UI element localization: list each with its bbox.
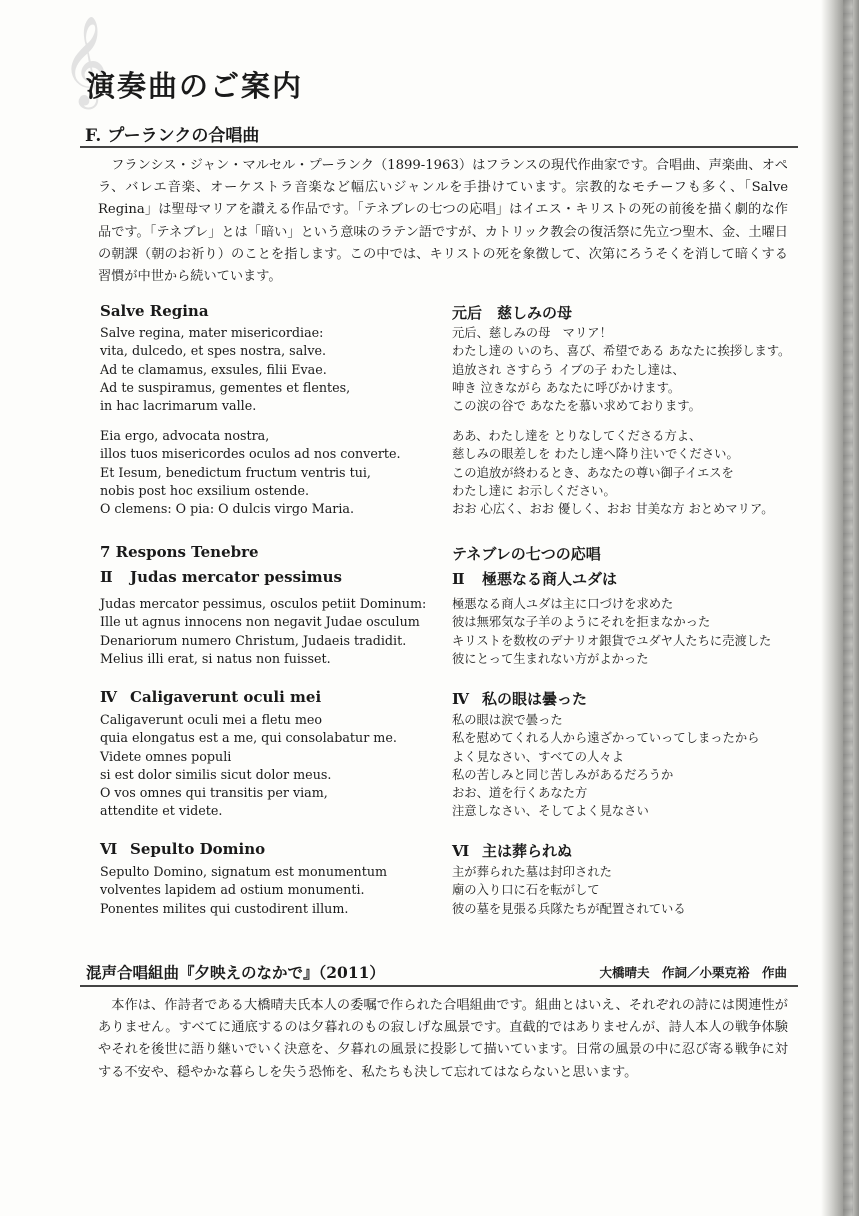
movement-6-latin-text — [100, 863, 440, 918]
text-line: Eia ergo, advocata nostra, — [100, 428, 270, 443]
text-line: attendite et videte. — [100, 803, 223, 819]
text-line: Caligaverunt oculi mei a fletu meo — [100, 712, 323, 727]
suite-title: 混声合唱組曲『夕映えのなかで』（2011） — [86, 963, 385, 982]
tenebrae-title-japanese: テネブレの七つの応唱 — [452, 545, 601, 563]
paper-edge-shadow — [821, 0, 859, 1216]
salve-latin-stanza-2 — [100, 427, 440, 518]
text-line: Et Iesum, benedictum fructum ventris tui, — [100, 464, 371, 480]
movement-title: 私の眼は曇った — [482, 690, 588, 708]
text-line: わたし達の いのち、喜び、希望である あなたに挨拶します。 — [452, 344, 791, 359]
movement-number: Ⅱ — [452, 570, 465, 588]
text-line: 元后、慈しみの母 マリア！ — [452, 326, 612, 340]
suite-credit: 大橋晴夫 作詞／小栗克裕 作曲 — [599, 965, 787, 980]
movement-title: 極悪なる商人ユダは — [482, 570, 618, 588]
text-line: Videte omnes populi — [100, 748, 232, 764]
movement-number: Ⅵ — [100, 840, 118, 858]
movement-number: Ⅵ — [452, 842, 470, 860]
text-line: よく見なさい、すべての人々よ — [452, 749, 624, 764]
text-line: Ille ut agnus innocens non negavit Judae osculum — [100, 614, 420, 630]
paper-edge-texture — [843, 0, 853, 1216]
salve-japanese-stanza-1 — [452, 324, 797, 415]
movement-2-title-japanese — [452, 568, 617, 589]
text-line: 廟の入り口に石を転がして — [452, 883, 600, 898]
salve-title-japanese: 元后 慈しみの母 — [452, 304, 573, 322]
text-line: O clemens: O pia: O dulcis virgo Maria. — [100, 501, 354, 517]
movement-4-japanese-text — [452, 711, 797, 821]
movement-2-title-latin — [100, 568, 342, 586]
movement-4-title-latin — [100, 688, 321, 706]
text-line: 慈しみの眼差しを わたし達へ降り注いでください。 — [452, 447, 739, 462]
movement-6-title-latin — [100, 840, 265, 858]
text-line: Sepulto Domino, signatum est monumentum — [100, 864, 388, 879]
text-line: Judas mercator pessimus, osculos petiit Dominum: — [100, 596, 427, 611]
text-line: Ponentes milites qui custodirent illum. — [100, 900, 349, 916]
movement-number: Ⅳ — [100, 688, 118, 706]
section-rule — [80, 146, 798, 148]
movement-2-latin-text — [100, 595, 440, 668]
movement-6-title-japanese — [452, 840, 572, 861]
text-line: おお、道を行くあなた方 — [452, 786, 588, 801]
text-line: わたし達に お示しください。 — [452, 483, 616, 498]
text-line: quia elongatus est a me, qui consolabatur me. — [100, 730, 397, 746]
text-line: 極悪なる商人ユダは主に口づけを求めた — [452, 597, 674, 611]
text-line: Ad te clamamus, exsules, filii Evae. — [100, 361, 327, 377]
text-line: キリストを数枚のデナリオ銀貨でユダヤ人たちに売渡した — [452, 633, 772, 648]
text-line: 私を慰めてくれる人から遠ざかっていってしまったから — [452, 731, 760, 746]
text-line: 私の苦しみと同じ苦しみがあるだろうか — [452, 767, 674, 782]
movement-2-japanese-text — [452, 595, 797, 668]
text-line: Denariorum numero Christum, Judaeis tradidit. — [100, 632, 407, 648]
salve-japanese-stanza-2 — [452, 427, 797, 518]
text-line: 彼にとって生まれない方がよかった — [452, 651, 649, 666]
text-line: この涙の谷で あなたを慕い求めております。 — [452, 399, 701, 414]
text-line: この追放が終わるとき、あなたの尊い御子イエスを — [452, 465, 734, 480]
movement-6-japanese-text — [452, 863, 797, 918]
text-line: 彼の墓を見張る兵隊たちが配置されている — [452, 901, 686, 916]
tenebrae-title-latin: 7 Respons Tenebre — [100, 543, 259, 561]
text-line: O vos omnes qui transitis per viam, — [100, 785, 328, 801]
text-line: 私の眼は涙で曇った — [452, 713, 563, 727]
movement-title: Sepulto Domino — [130, 840, 266, 858]
text-line: 主が葬られた墓は封印された — [452, 865, 612, 879]
text-line: 彼は無邪気な子羊のようにそれを拒まなかった — [452, 615, 711, 630]
movement-number: Ⅱ — [100, 568, 113, 586]
movement-title: Judas mercator pessimus — [130, 568, 342, 586]
text-line: おお 心広く、おお 優しく、おお 甘美な方 おとめマリア。 — [452, 502, 774, 517]
text-line: Ad te suspiramus, gementes et flentes, — [100, 379, 351, 395]
text-line: ああ、わたし達を とりなしてくださる方よ、 — [452, 429, 702, 443]
movement-4-title-japanese — [452, 688, 587, 709]
text-line: nobis post hoc exsilium ostende. — [100, 482, 310, 498]
section-heading: F. プーランクの合唱曲 — [85, 126, 260, 146]
text-line: 呻き 泣きながら あなたに呼びかけます。 — [452, 380, 681, 395]
suite-rule — [80, 985, 798, 987]
salve-latin-stanza-1 — [100, 324, 440, 415]
text-line: volventes lapidem ad ostium monumenti. — [100, 882, 365, 898]
page-title: 演奏曲のご案内 — [86, 69, 304, 103]
text-line: 注意しなさい、そしてよく見なさい — [452, 804, 649, 819]
text-line: Melius illi erat, si natus non fuisset. — [100, 650, 331, 666]
text-line: 追放され さすらう イブの子 わたし達は、 — [452, 362, 685, 377]
text-line: si est dolor similis sicut dolor meus. — [100, 766, 332, 782]
treble-clef-icon: 𝄞 — [62, 16, 109, 106]
suite-paragraph: 本作は、作詩者である大橋晴夫氏本人の委嘱で作られた合唱組曲です。組曲とはいえ、それぞれの詩には関連性がありません。すべてに通底するのは夕暮れのもの寂しげな風景です。直截的ではありませんが、詩人本人の戦争体験やそれを後世に語り継いでいく決意を、夕暮れの風景に投影して描いています。日常の風景の中に忍び寄る戦争に対する不安や、穏やかな暮らしを失う恐怖を、私たちも決して忘れてはならないと思います。 — [98, 998, 788, 1080]
text-line: Salve regina, mater misericordiae: — [100, 325, 324, 340]
movement-title: 主は葬られぬ — [482, 842, 573, 860]
movement-number: Ⅳ — [452, 690, 470, 708]
movement-title: Caligaverunt oculi mei — [130, 688, 322, 706]
text-line: vita, dulcedo, et spes nostra, salve. — [100, 343, 327, 359]
text-line: in hac lacrimarum valle. — [100, 398, 257, 414]
movement-4-latin-text — [100, 711, 440, 821]
text-line: illos tuos misericordes oculos ad nos converte. — [100, 446, 401, 462]
salve-title-latin: Salve Regina — [100, 302, 209, 320]
intro-paragraph: フランシス・ジャン・マルセル・プーランク（1899-1963）はフランスの現代作曲家です。合唱曲、声楽曲、オペラ、バレエ音楽、オーケストラ音楽など幅広いジャンルを手掛けています。宗教的なモチーフも多く、「Salve Regina」は聖母マリアを讃える作品です。「テネブレの七つの応唱」はイエス・キリストの死の前後を描く劇的な作品です。「テネブレ」とは「暗い」という意味のラテン語ですが、カトリック教会の復活祭に先立つ聖木、金、土曜日の朝課（朝のお祈り）のことを指します。この中では、キリストの死を象徴して、次第にろうそくを消して暗くする習慣が中世から続いています。 — [98, 158, 788, 285]
